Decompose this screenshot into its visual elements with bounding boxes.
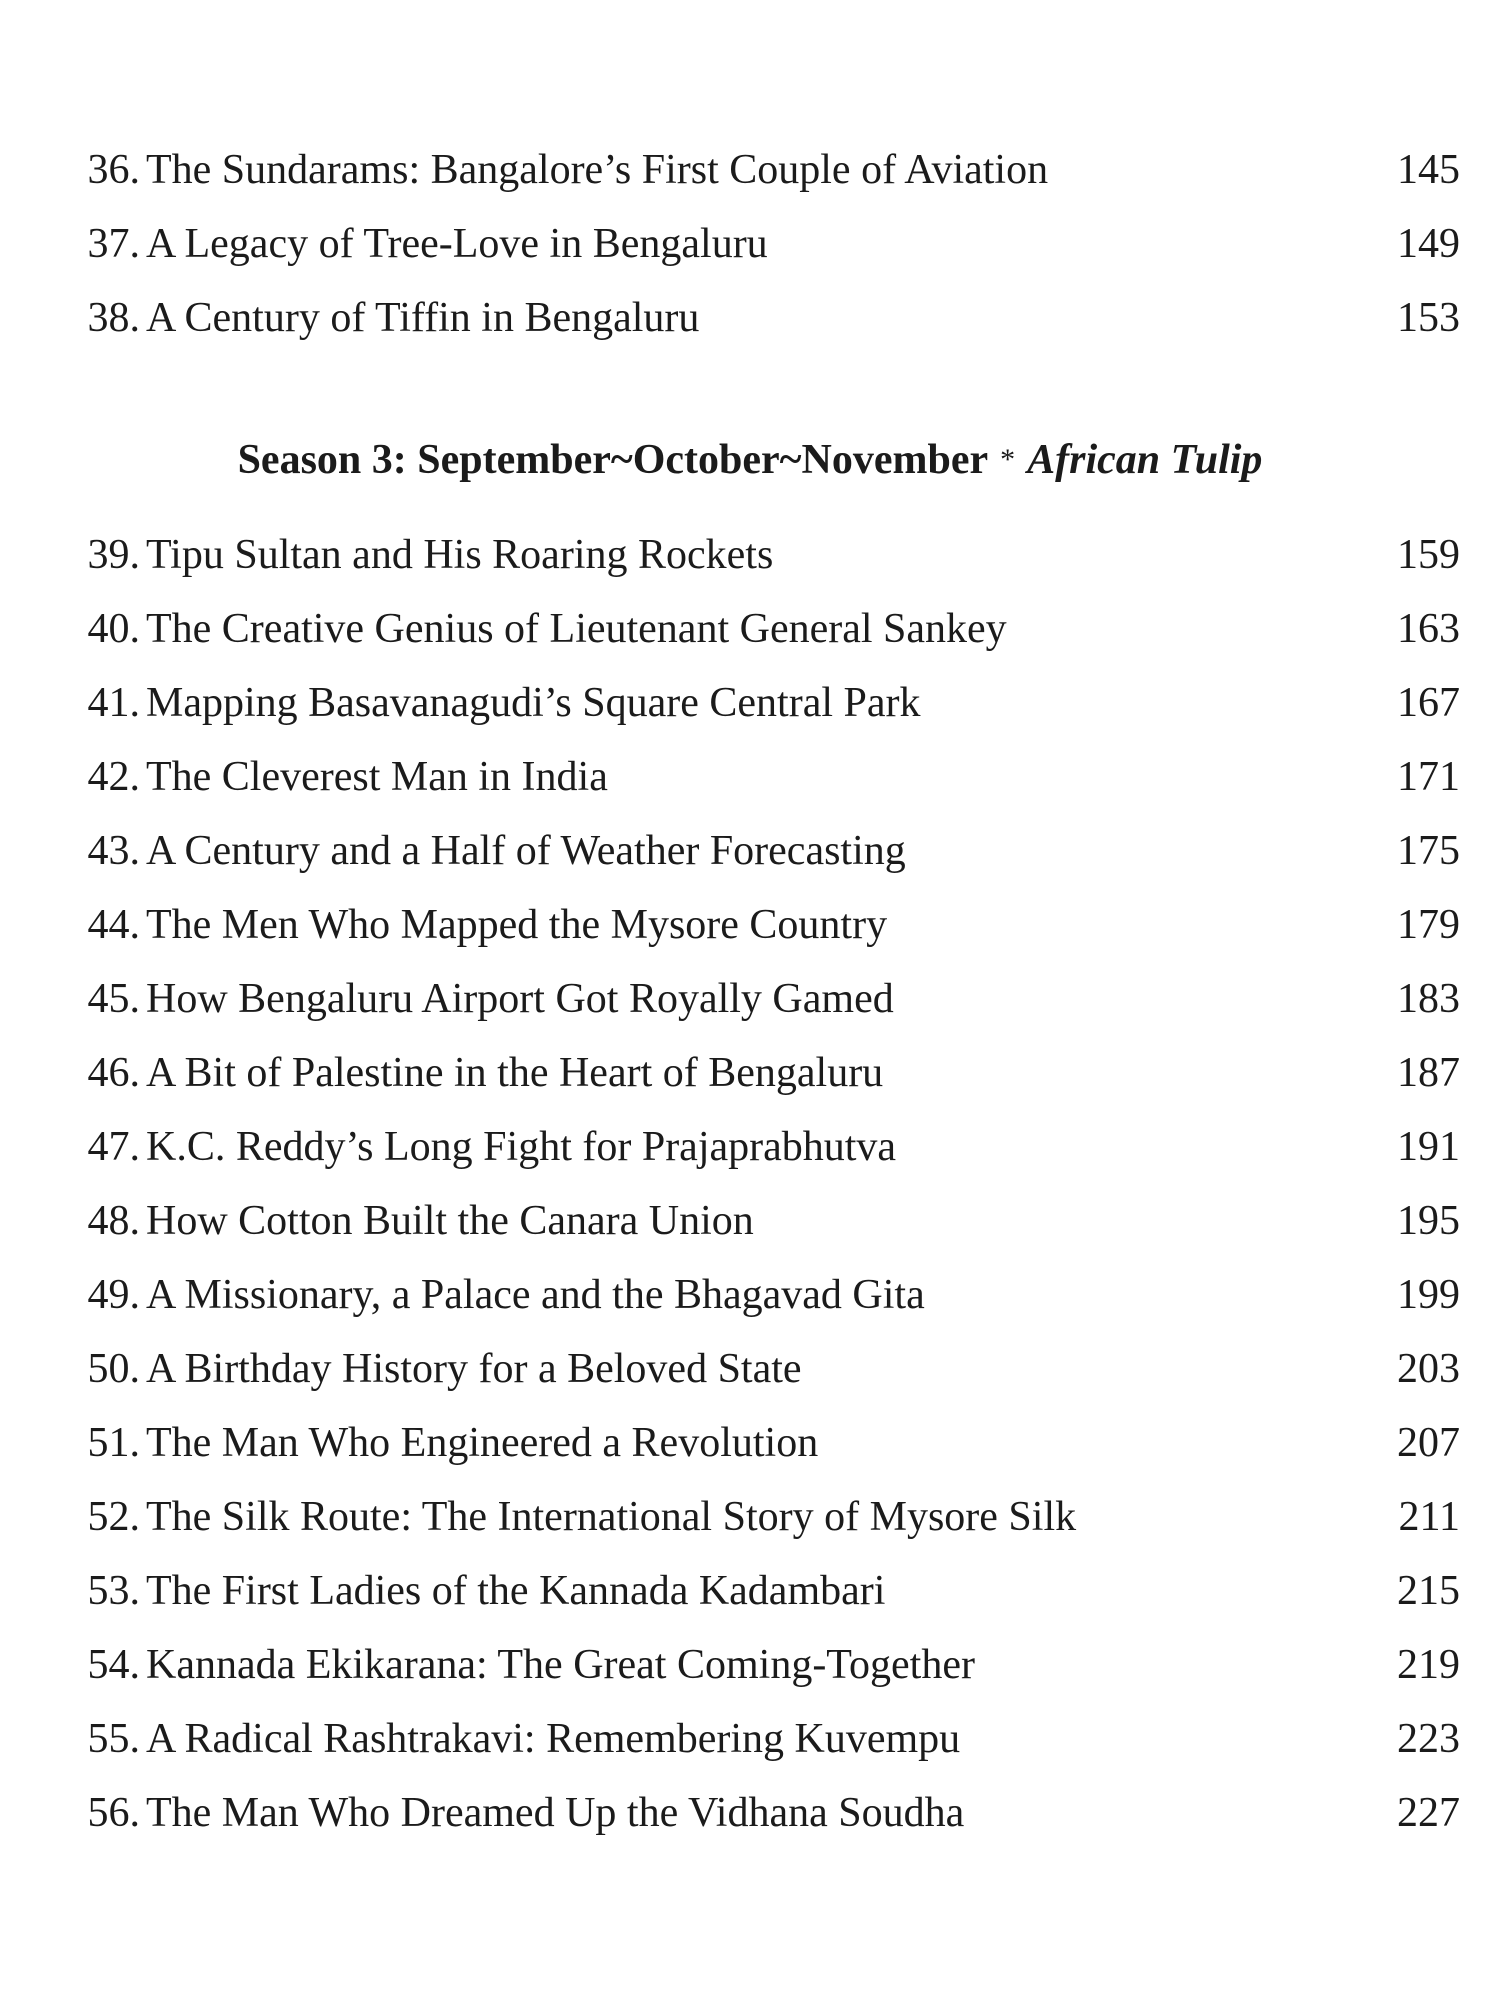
entry-title: The Man Who Engineered a Revolution [146,1420,819,1466]
entry-title: A Missionary, a Palace and the Bhagavad Gita [146,1272,925,1318]
entry-title: A Bit of Palestine in the Heart of Bengaluru [146,1050,884,1096]
entry-page: 153 [1397,295,1460,341]
entry-number: 51. [87,1420,140,1466]
entry-title: Mapping Basavanagudi’s Square Central Park [146,680,921,726]
entry-title: A Century and a Half of Weather Forecasting [146,828,906,874]
entry-title: A Legacy of Tree-Love in Bengaluru [146,221,768,267]
toc-entry [0,1043,1500,1103]
toc-entry [0,1709,1500,1769]
entry-page: 149 [1397,221,1460,267]
entry-page: 179 [1397,902,1460,948]
entry-title: Kannada Ekikarana: The Great Coming-Together [146,1642,975,1688]
season-label: Season 3: September~October~November [237,437,989,483]
entry-title: K.C. Reddy’s Long Fight for Prajaprabhutva [146,1124,897,1170]
entry-page: 191 [1397,1124,1460,1170]
entry-page: 223 [1397,1716,1460,1762]
entry-number: 42. [87,754,140,800]
entry-number: 37. [87,221,140,267]
entry-page: 167 [1397,680,1460,726]
entry-number: 40. [87,606,140,652]
season-flower: African Tulip [1027,437,1263,483]
entry-title: The Sundarams: Bangalore’s First Couple of Aviation [146,147,1049,193]
toc-entry [0,525,1500,585]
entry-number: 49. [87,1272,140,1318]
entry-title: The First Ladies of the Kannada Kadambari [146,1568,886,1614]
entry-page: 207 [1397,1420,1460,1466]
entry-title: How Bengaluru Airport Got Royally Gamed [146,976,894,1022]
toc-entry [0,1561,1500,1621]
entry-number: 38. [87,295,140,341]
entry-number: 48. [87,1198,140,1244]
entry-page: 171 [1397,754,1460,800]
entry-number: 46. [87,1050,140,1096]
entry-number: 47. [87,1124,140,1170]
toc-entry [0,288,1500,348]
entry-title: Tipu Sultan and His Roaring Rockets [146,532,774,578]
toc-entry [0,969,1500,1029]
entry-page: 203 [1397,1346,1460,1392]
toc-entry [0,1783,1500,1843]
entry-title: A Birthday History for a Beloved State [146,1346,802,1392]
entry-page: 211 [1398,1494,1460,1540]
toc-entry [0,895,1500,955]
season-separator: * [1000,443,1016,476]
entry-number: 41. [87,680,140,726]
toc-entry [0,1265,1500,1325]
entry-number: 44. [87,902,140,948]
toc-entry [0,1339,1500,1399]
toc-entry [0,821,1500,881]
entry-number: 50. [87,1346,140,1392]
entry-page: 145 [1397,147,1460,193]
entry-title: The Man Who Dreamed Up the Vidhana Soudha [146,1790,965,1836]
entry-number: 56. [87,1790,140,1836]
toc-entry [0,747,1500,807]
entry-title: A Century of Tiffin in Bengaluru [146,295,700,341]
toc-entry [0,140,1500,200]
entry-page: 227 [1397,1790,1460,1836]
toc-entry [0,673,1500,733]
entry-title: The Creative Genius of Lieutenant General Sankey [146,606,1007,652]
entry-page: 163 [1397,606,1460,652]
toc-entry [0,1191,1500,1251]
season-heading [0,428,1500,492]
entry-page: 175 [1397,828,1460,874]
entry-page: 159 [1397,532,1460,578]
entry-page: 199 [1397,1272,1460,1318]
entry-title: The Cleverest Man in India [146,754,608,800]
entry-number: 53. [87,1568,140,1614]
toc-entry [0,1117,1500,1177]
entry-page: 219 [1397,1642,1460,1688]
entry-number: 43. [87,828,140,874]
entry-page: 183 [1397,976,1460,1022]
entry-title: A Radical Rashtrakavi: Remembering Kuvempu [146,1716,961,1762]
toc-entry [0,599,1500,659]
toc-entry [0,1487,1500,1547]
entry-number: 54. [87,1642,140,1688]
entry-title: The Silk Route: The International Story of Mysore Silk [146,1494,1077,1540]
toc-entry [0,1413,1500,1473]
entry-number: 55. [87,1716,140,1762]
entry-title: The Men Who Mapped the Mysore Country [146,902,888,948]
entry-page: 195 [1397,1198,1460,1244]
entry-number: 36. [87,147,140,193]
entry-page: 215 [1397,1568,1460,1614]
toc-entry [0,214,1500,274]
toc-entry [0,1635,1500,1695]
entry-title: How Cotton Built the Canara Union [146,1198,754,1244]
entry-number: 39. [87,532,140,578]
entry-number: 52. [87,1494,140,1540]
entry-number: 45. [87,976,140,1022]
entry-page: 187 [1397,1050,1460,1096]
